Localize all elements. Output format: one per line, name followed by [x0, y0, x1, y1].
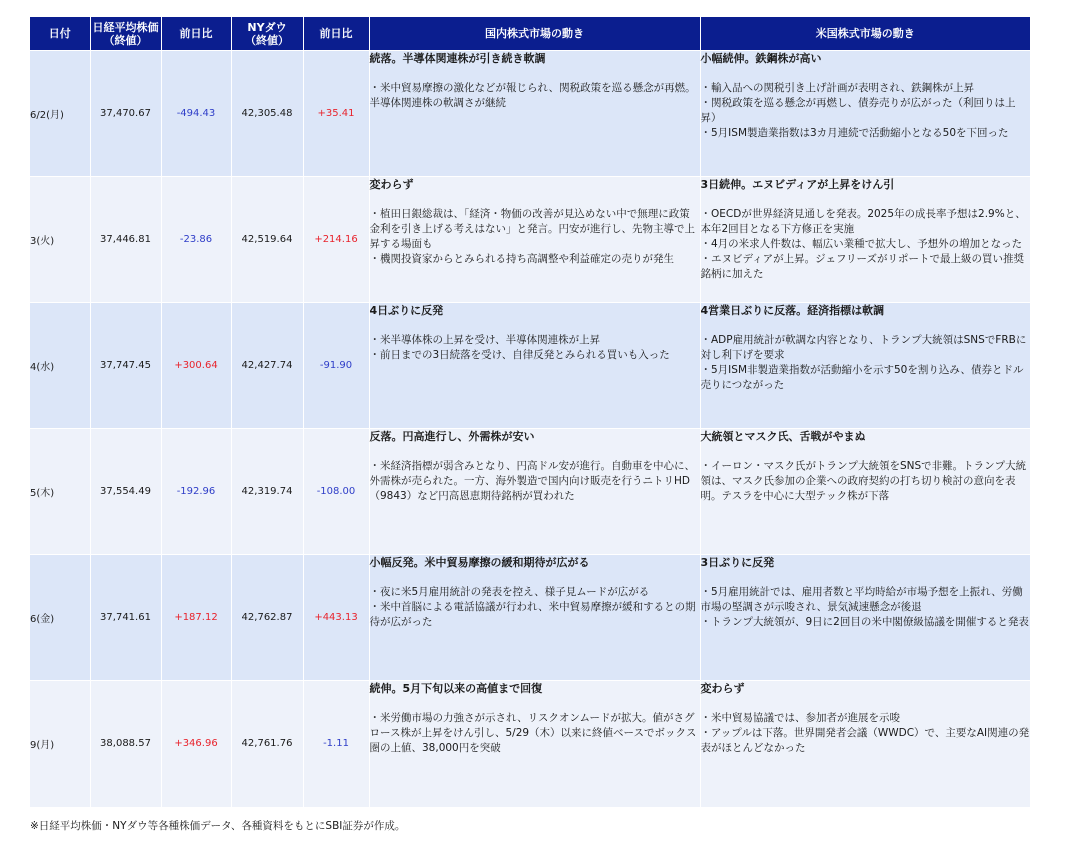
ny-close-cell: 42,519.64	[231, 177, 303, 303]
table-row	[30, 681, 1030, 807]
domestic-headline: 続伸。5月下旬以来の高値まで回復	[369, 682, 543, 695]
nikkei-change-cell: -494.43	[161, 51, 231, 177]
ny-change-cell: -1.11	[303, 681, 369, 807]
domestic-body: ・植田日銀総裁は、「経済・物価の改善が見込めない中で無理に政策金利を引き上げる考えはない」と発言。円安が進行し、先物主導で上昇する場面も ・機関投資家からとみられる持ち高調整や利益確定の売りが発生	[369, 208, 695, 265]
us-market-cell	[700, 429, 1030, 555]
us-body: ・イーロン・マスク氏がトランプ大統領をSNSで非難。トランプ大統領は、マスク氏参加の企業への政府契約の打ち切り検討の意向を表明。テスラを中心に大型テック株が下落	[700, 460, 1027, 502]
header-row	[30, 17, 1030, 51]
header-ny: NYダウ （終値）	[231, 17, 303, 51]
us-body: ・輸入品への関税引き上げ計画が表明され、鉄鋼株が上昇 ・関税政策を巡る懸念が再燃し、債券売りが広がった（利回りは上昇） ・5月ISM製造業指数は3カ月連続で活動縮小となる50を下回った	[700, 82, 1016, 139]
domestic-market-cell	[369, 681, 700, 807]
header-ny-change: 前日比	[303, 17, 369, 51]
ny-change-cell: -108.00	[303, 429, 369, 555]
us-market-cell	[700, 303, 1030, 429]
nikkei-close-cell: 37,747.45	[90, 303, 161, 429]
ny-close-cell: 42,762.87	[231, 555, 303, 681]
us-body: ・ADP雇用統計が軟調な内容となり、トランプ大統領はSNSでFRBに対し利下げを要求 ・5月ISM非製造業指数が活動縮小を示す50を割り込み、債券とドル売りにつながった	[700, 334, 1027, 391]
header-nikkei-change: 前日比	[161, 17, 231, 51]
domestic-body: ・米半導体株の上昇を受け、半導体関連株が上昇 ・前日までの3日続落を受け、自律反発とみられる買いも入った	[369, 334, 670, 361]
table-row	[30, 51, 1030, 177]
date-cell: 5(木)	[30, 429, 90, 555]
date-cell: 3(火)	[30, 177, 90, 303]
domestic-body: ・米中貿易摩擦の激化などが報じられ、関税政策を巡る懸念が再燃。半導体関連株の軟調さが継続	[369, 82, 696, 109]
ny-change-cell: +35.41	[303, 51, 369, 177]
us-headline: 4営業日ぶりに反落。経済指標は軟調	[700, 304, 885, 317]
table-row	[30, 177, 1030, 303]
nikkei-close-cell: 37,554.49	[90, 429, 161, 555]
nikkei-close-cell: 37,741.61	[90, 555, 161, 681]
us-body: ・米中貿易協議では、参加者が進展を示唆 ・アップルは下落。世界開発者会議（WWDC）で、主要なAI関連の発表がほとんどなかった	[700, 712, 1030, 754]
domestic-headline: 小幅反発。米中貿易摩擦の緩和期待が広がる	[369, 556, 590, 569]
date-cell: 6/2(月)	[30, 51, 90, 177]
date-cell: 9(月)	[30, 681, 90, 807]
table-row	[30, 555, 1030, 681]
domestic-headline: 続落。半導体関連株が引き続き軟調	[369, 52, 546, 65]
us-body: ・OECDが世界経済見通しを発表。2025年の成長率予想は2.9%と、本年2回目となる下方修正を実施 ・4月の米求人件数は、幅広い業種で拡大し、予想外の増加となった ・エヌビディアが上昇。ジェフリーズがリポートで最上級の買い推奨銘柄に加えた	[700, 208, 1026, 280]
nikkei-close-cell: 37,470.67	[90, 51, 161, 177]
date-cell: 4(水)	[30, 303, 90, 429]
nikkei-change-cell: -23.86	[161, 177, 231, 303]
us-headline: 大統領とマスク氏、舌戦がやまぬ	[700, 430, 866, 443]
header-domestic: 国内株式市場の動き	[369, 17, 700, 51]
nikkei-close-cell: 38,088.57	[90, 681, 161, 807]
header-us: 米国株式市場の動き	[700, 17, 1030, 51]
us-market-cell	[700, 681, 1030, 807]
ny-change-cell: -91.90	[303, 303, 369, 429]
nikkei-change-cell: +187.12	[161, 555, 231, 681]
domestic-headline: 変わらず	[369, 178, 414, 191]
date-cell: 6(金)	[30, 555, 90, 681]
ny-close-cell: 42,427.74	[231, 303, 303, 429]
us-headline: 3日ぶりに反発	[700, 556, 775, 569]
domestic-market-cell	[369, 429, 700, 555]
us-headline: 変わらず	[700, 682, 745, 695]
ny-change-cell: +214.16	[303, 177, 369, 303]
domestic-market-cell	[369, 51, 700, 177]
header-date: 日付	[30, 17, 90, 51]
nikkei-close-cell: 37,446.81	[90, 177, 161, 303]
domestic-headline: 4日ぶりに反発	[369, 304, 444, 317]
domestic-body: ・米労働市場の力強さが示され、リスクオンムードが拡大。値がさグロース株が上昇をけん引し、5/29（木）以来に終値ベースでボックス圏の上値、38,000円を突破	[369, 712, 697, 754]
nikkei-change-cell: +346.96	[161, 681, 231, 807]
header-nikkei: 日経平均株価 （終値）	[90, 17, 161, 51]
domestic-market-cell	[369, 303, 700, 429]
nikkei-change-cell: +300.64	[161, 303, 231, 429]
us-headline: 3日続伸。エヌビディアが上昇をけん引	[700, 178, 895, 191]
us-market-cell	[700, 177, 1030, 303]
domestic-body: ・夜に米5月雇用統計の発表を控え、様子見ムードが広がる ・米中首脳による電話協議が行われ、米中貿易摩擦が緩和するとの期待が広がった	[369, 586, 696, 628]
ny-change-cell: +443.13	[303, 555, 369, 681]
ny-close-cell: 42,305.48	[231, 51, 303, 177]
table-row	[30, 429, 1030, 555]
table-row	[30, 303, 1030, 429]
us-headline: 小幅続伸。鉄鋼株が高い	[700, 52, 822, 65]
domestic-body: ・米経済指標が弱含みとなり、円高ドル安が進行。自動車を中心に、外需株が売られた。一方、海外製造で国内向け販売を行うニトリHD（9843）など円高恩恵期待銘柄が買われた	[369, 460, 695, 502]
us-market-cell	[700, 555, 1030, 681]
source-footnote: ※日経平均株価・NYダウ等各種株価データ、各種資料をもとにSBI証券が作成。	[30, 820, 406, 832]
market-summary-table	[30, 17, 1030, 807]
domestic-headline: 反落。円高進行し、外需株が安い	[369, 430, 535, 443]
us-market-cell	[700, 51, 1030, 177]
domestic-market-cell	[369, 177, 700, 303]
ny-close-cell: 42,319.74	[231, 429, 303, 555]
ny-close-cell: 42,761.76	[231, 681, 303, 807]
us-body: ・5月雇用統計では、雇用者数と平均時給が市場予想を上振れ、労働市場の堅調さが示唆され、景気減速懸念が後退 ・トランプ大統領が、9日に2回目の米中閣僚級協議を開催すると発表	[700, 586, 1029, 628]
nikkei-change-cell: -192.96	[161, 429, 231, 555]
domestic-market-cell	[369, 555, 700, 681]
